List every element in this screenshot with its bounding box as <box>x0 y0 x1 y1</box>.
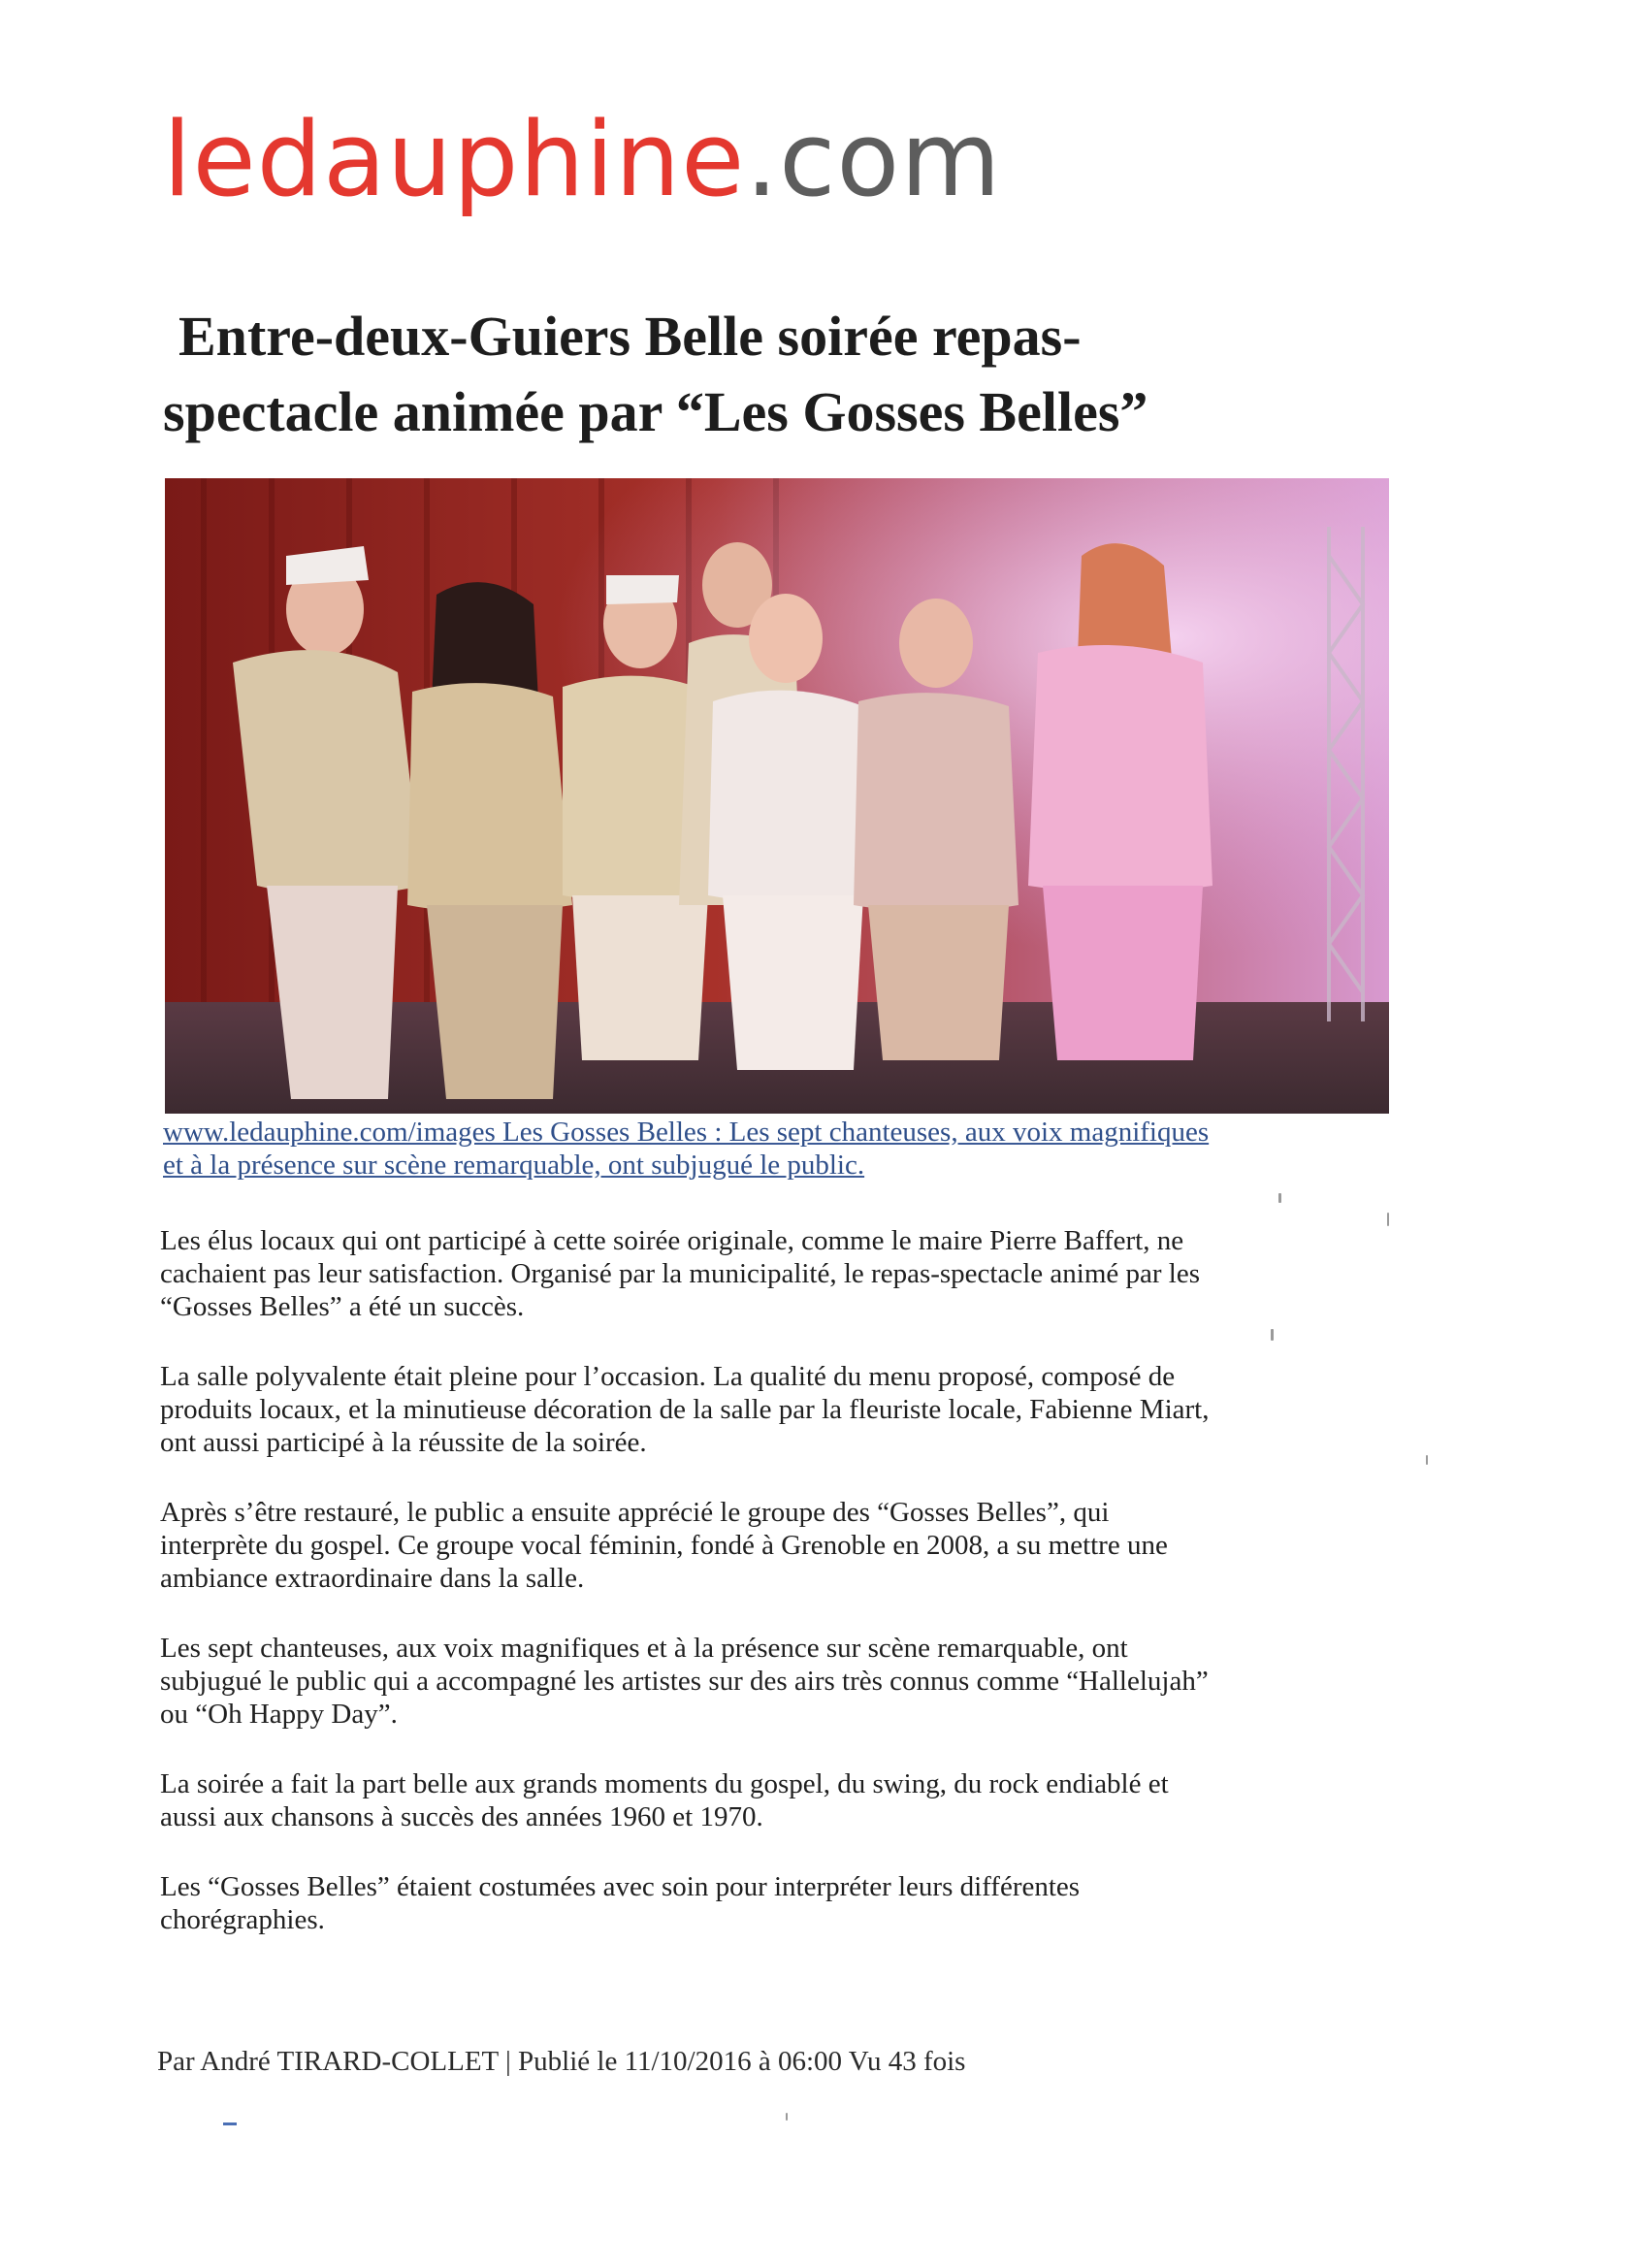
caption-line-1: www.ledauphine.com/images Les Gosses Belles : Les sept chanteuses, aux voix magnifiques <box>163 1117 1210 1148</box>
article-byline: Par André TIRARD-COLLET | Publié le 11/10/2016 à 06:00 Vu 43 fois <box>157 2046 966 2077</box>
article-headline <box>163 299 1375 450</box>
paragraph-line: “Gosses Belles” a été un succès. <box>160 1291 525 1322</box>
scan-mark <box>223 2122 237 2125</box>
caption-line-2: et à la présence sur scène remarquable, ont subjugué le public. <box>163 1150 865 1181</box>
paragraph-line: Les sept chanteuses, aux voix magnifiques et à la présence sur scène remarquable, ont <box>160 1633 1128 1664</box>
paragraph-line: ambiance extraordinaire dans la salle. <box>160 1563 585 1594</box>
photo-caption-link[interactable] <box>163 1116 1395 1182</box>
paragraph-line: Les élus locaux qui ont participé à cette soirée originale, comme le maire Pierre Baffert, ne <box>160 1225 1184 1256</box>
paragraph-line: aussi aux chansons à succès des années 1960 et 1970. <box>160 1801 763 1832</box>
paragraph-line: La soirée a fait la part belle aux grands moments du gospel, du swing, du rock endiablé et <box>160 1768 1169 1799</box>
logo-tld: .com <box>745 100 1002 219</box>
paragraph-line: Après s’être restauré, le public a ensuite apprécié le groupe des “Gosses Belles”, qui <box>160 1497 1110 1528</box>
scan-speck <box>1426 1455 1428 1465</box>
paragraph-line: interprète du gospel. Ce groupe vocal féminin, fondé à Grenoble en 2008, a su mettre une <box>160 1530 1168 1561</box>
article-photo <box>165 478 1389 1114</box>
scan-speck <box>786 2113 788 2121</box>
paragraph-line: chorégraphies. <box>160 1904 325 1935</box>
photo-singers-on-stage <box>165 478 1389 1114</box>
paragraph-5 <box>160 1767 1402 1833</box>
paragraph-line: ont aussi participé à la réussite de la soirée. <box>160 1427 647 1458</box>
paragraph-line: cachaient pas leur satisfaction. Organisé par la municipalité, le repas-spectacle animé par les <box>160 1258 1200 1289</box>
paragraph-line: Les “Gosses Belles” étaient costumées avec soin pour interpréter leurs différentes <box>160 1871 1081 1902</box>
masthead-logo[interactable] <box>163 100 1002 219</box>
paragraph-6 <box>160 1870 1402 1936</box>
article-body <box>160 1224 1402 1973</box>
scan-speck <box>1271 1329 1274 1341</box>
headline-line-2: spectacle animée par “Les Gosses Belles” <box>163 380 1148 443</box>
paragraph-line: La salle polyvalente était pleine pour l’occasion. La qualité du menu proposé, composé de <box>160 1361 1176 1392</box>
logo-brand: ledauphine <box>163 100 746 219</box>
paragraph-4 <box>160 1632 1402 1731</box>
headline-line-1: Entre-deux-Guiers Belle soirée repas- <box>178 305 1082 368</box>
scan-speck <box>1387 1213 1389 1226</box>
paragraph-1 <box>160 1224 1402 1323</box>
paragraph-2 <box>160 1360 1402 1459</box>
paragraph-line: subjugué le public qui a accompagné les artistes sur des airs très connus comme “Hallelujah” <box>160 1666 1209 1697</box>
paragraph-line: ou “Oh Happy Day”. <box>160 1699 398 1730</box>
paragraph-line: produits locaux, et la minutieuse décoration de la salle par la fleuriste locale, Fabienne Miart, <box>160 1394 1210 1425</box>
scan-speck <box>1278 1193 1281 1203</box>
paragraph-3 <box>160 1496 1402 1595</box>
